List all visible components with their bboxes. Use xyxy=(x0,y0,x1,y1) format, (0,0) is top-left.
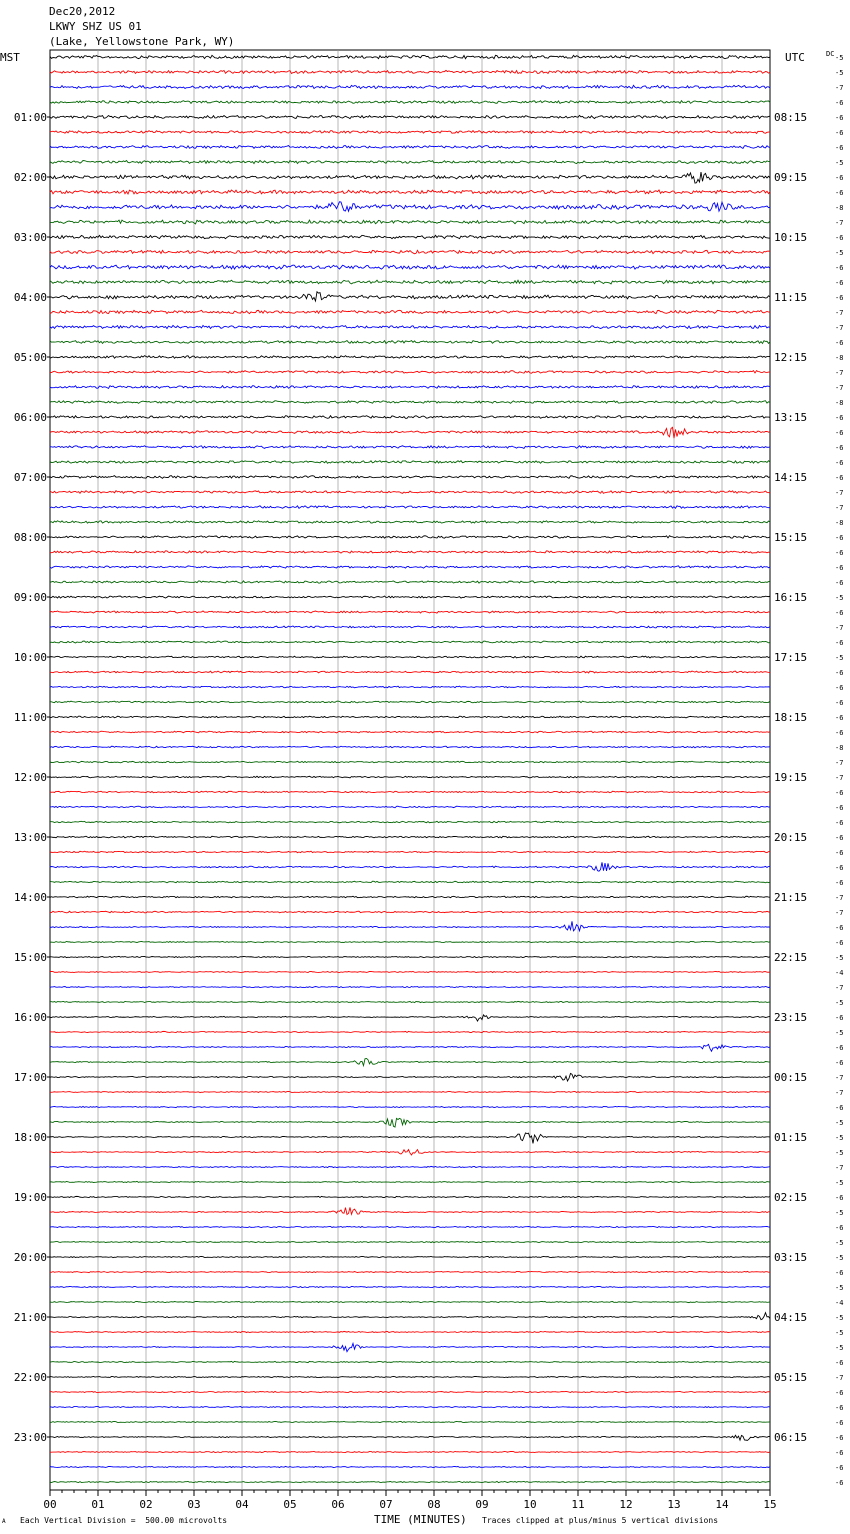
right-hour-label: 23:15 xyxy=(774,1011,808,1024)
dc-offset-label: -8 xyxy=(835,519,844,527)
seismic-trace xyxy=(50,1286,770,1287)
dc-offset-label: -6 xyxy=(835,144,844,152)
dc-offset-label: -6 xyxy=(835,1434,844,1442)
dc-offset-label: -6 xyxy=(835,174,844,182)
seismic-trace xyxy=(50,731,770,733)
x-tick-label: 10 xyxy=(523,1498,537,1511)
dc-offset-label: -6 xyxy=(835,114,844,122)
dc-offset-label: -6 xyxy=(835,639,844,647)
dc-offset-label: -6 xyxy=(835,714,844,722)
x-tick-label: 12 xyxy=(619,1498,633,1511)
dc-offset-label: -6 xyxy=(835,729,844,737)
dc-offset-label: -6 xyxy=(835,609,844,617)
dc-offset-label: -6 xyxy=(835,879,844,887)
x-tick-label: 02 xyxy=(139,1498,153,1511)
dc-offset-label: -5 xyxy=(835,594,844,602)
seismic-trace xyxy=(50,941,770,942)
seismic-trace xyxy=(50,115,770,118)
dc-offset-label: -6 xyxy=(835,234,844,242)
seismic-trace xyxy=(50,1256,770,1257)
dc-offset-label: -6 xyxy=(835,459,844,467)
dc-offset-label: -6 xyxy=(835,264,844,272)
dc-offset-label: -5 xyxy=(835,1254,844,1262)
seismic-trace xyxy=(50,427,770,438)
dc-offset-label: -6 xyxy=(835,1194,844,1202)
seismic-trace xyxy=(50,1331,770,1332)
right-hour-label: 02:15 xyxy=(774,1191,808,1204)
chart-title: LKWY SHZ US 01 xyxy=(49,20,142,33)
dc-offset-label: -5 xyxy=(835,1119,844,1127)
dc-offset-label: -7 xyxy=(835,984,844,992)
seismic-trace xyxy=(50,1196,770,1197)
seismic-trace xyxy=(50,656,770,658)
dc-offset-label: -7 xyxy=(835,1089,844,1097)
seismic-trace xyxy=(50,55,770,58)
left-hour-label: 18:00 xyxy=(13,1131,47,1144)
dc-offset-label: -7 xyxy=(835,1374,844,1382)
right-hour-label: 11:15 xyxy=(774,291,808,304)
seismic-trace xyxy=(50,1133,770,1143)
seismic-trace xyxy=(50,1181,770,1182)
dc-offset-label: -6 xyxy=(835,99,844,107)
right-hour-label: 13:15 xyxy=(774,411,808,424)
x-tick-label: 00 xyxy=(43,1498,57,1511)
x-tick-label: 05 xyxy=(283,1498,297,1511)
seismic-trace xyxy=(50,1435,770,1440)
seismic-trace xyxy=(50,1376,770,1377)
seismic-trace xyxy=(50,371,770,374)
dc-offset-label: -5 xyxy=(835,1179,844,1187)
chart-date: Dec20,2012 xyxy=(49,5,116,18)
x-tick-label: 01 xyxy=(91,1498,105,1511)
x-axis-title: TIME (MINUTES) xyxy=(374,1513,467,1526)
seismic-trace xyxy=(50,1031,770,1032)
seismic-trace xyxy=(50,1226,770,1227)
dc-offset-label: -6 xyxy=(835,939,844,947)
seismic-trace xyxy=(50,581,770,583)
left-hour-label: 02:00 xyxy=(13,171,47,184)
dc-offset-label: -6 xyxy=(835,1464,844,1472)
seismic-trace xyxy=(50,551,770,553)
dc-offset-label: -7 xyxy=(835,624,844,632)
right-hour-label: 21:15 xyxy=(774,891,808,904)
dc-offset-label: -6 xyxy=(835,819,844,827)
x-tick-label: 09 xyxy=(475,1498,489,1511)
x-tick-label: 06 xyxy=(331,1498,345,1511)
dc-offset-label: -7 xyxy=(835,1074,844,1082)
seismic-trace xyxy=(50,641,770,643)
seismic-trace xyxy=(50,310,770,313)
seismic-trace xyxy=(50,911,770,913)
dc-offset-label: -6 xyxy=(835,804,844,812)
left-hour-label: 03:00 xyxy=(13,231,47,244)
right-hour-label: 03:15 xyxy=(774,1251,808,1264)
dc-label: DC xyxy=(826,50,835,58)
dc-offset-label: -5 xyxy=(835,249,844,257)
dc-offset-label: -5 xyxy=(835,159,844,167)
seismic-trace xyxy=(50,746,770,748)
seismic-trace xyxy=(50,791,770,793)
x-tick-label: 08 xyxy=(427,1498,441,1511)
right-hour-label: 00:15 xyxy=(774,1071,808,1084)
dc-offset-label: -6 xyxy=(835,534,844,542)
seismic-trace xyxy=(50,1001,770,1002)
station-location: (Lake, Yellowstone Park, WY) xyxy=(49,35,235,48)
left-hour-label: 22:00 xyxy=(13,1371,47,1384)
dc-offset-label: -5 xyxy=(835,999,844,1007)
seismic-trace xyxy=(50,1343,770,1351)
dc-offset-label: -4 xyxy=(835,1299,844,1307)
seismic-trace xyxy=(50,292,770,301)
seismic-trace xyxy=(50,1406,770,1407)
left-hour-label: 15:00 xyxy=(13,951,47,964)
dc-offset-label: -6 xyxy=(835,579,844,587)
right-hour-label: 08:15 xyxy=(774,111,808,124)
right-hour-label: 18:15 xyxy=(774,711,808,724)
seismic-trace xyxy=(50,836,770,838)
dc-offset-label: -5 xyxy=(835,1029,844,1037)
seismic-trace xyxy=(50,986,770,987)
x-tick-label: 13 xyxy=(667,1498,681,1511)
seismic-trace xyxy=(50,70,770,73)
seismic-trace xyxy=(50,131,770,134)
dc-offset-label: -5 xyxy=(835,1344,844,1352)
dc-offset-label: -5 xyxy=(835,54,844,62)
dc-offset-label: -7 xyxy=(835,309,844,317)
dc-offset-label: -8 xyxy=(835,204,844,212)
right-hour-label: 20:15 xyxy=(774,831,808,844)
left-hour-label: 08:00 xyxy=(13,531,47,544)
dc-offset-label: -8 xyxy=(835,399,844,407)
left-hour-label: 16:00 xyxy=(13,1011,47,1024)
seismic-trace xyxy=(50,776,770,778)
seismic-trace xyxy=(50,461,770,464)
left-hour-label: 11:00 xyxy=(13,711,47,724)
x-tick-label: 07 xyxy=(379,1498,393,1511)
dc-offset-label: -4 xyxy=(835,969,844,977)
seismic-trace xyxy=(50,1015,770,1021)
dc-offset-label: -6 xyxy=(835,924,844,932)
dc-offset-label: -6 xyxy=(835,1014,844,1022)
seismic-trace xyxy=(50,566,770,568)
vertical-scale-note: Each Vertical Division = 500.00 microvolts xyxy=(20,1516,228,1525)
seismic-trace xyxy=(50,1166,770,1167)
seismic-trace xyxy=(50,1058,770,1065)
clip-note: Traces clipped at plus/minus 5 vertical divisions xyxy=(482,1516,719,1525)
dc-offset-label: -7 xyxy=(835,384,844,392)
dc-offset-label: -6 xyxy=(835,684,844,692)
seismic-trace xyxy=(50,506,770,509)
x-tick-label: 15 xyxy=(763,1498,777,1511)
dc-offset-label: -6 xyxy=(835,414,844,422)
dc-offset-label: -6 xyxy=(835,849,844,857)
right-hour-label: 22:15 xyxy=(774,951,808,964)
left-hour-label: 14:00 xyxy=(13,891,47,904)
right-timezone-label: UTC xyxy=(785,51,805,64)
seismic-trace xyxy=(50,896,770,898)
seismic-trace xyxy=(50,671,770,673)
right-hour-label: 06:15 xyxy=(774,1431,808,1444)
seismic-trace xyxy=(50,626,770,628)
right-hour-label: 15:15 xyxy=(774,531,808,544)
seismic-trace xyxy=(50,1241,770,1242)
seismic-trace xyxy=(50,220,770,224)
dc-offset-label: -7 xyxy=(835,504,844,512)
right-hour-label: 16:15 xyxy=(774,591,808,604)
x-tick-label: 04 xyxy=(235,1498,249,1511)
seismic-trace xyxy=(50,101,770,104)
seismic-trace xyxy=(50,1391,770,1392)
seismic-trace xyxy=(50,1451,770,1452)
seismic-trace xyxy=(50,172,770,183)
seismic-trace xyxy=(50,190,770,194)
left-hour-label: 06:00 xyxy=(13,411,47,424)
dc-offset-label: -6 xyxy=(835,474,844,482)
left-hour-label: 12:00 xyxy=(13,771,47,784)
dc-offset-label: -5 xyxy=(835,1149,844,1157)
seismic-trace xyxy=(50,701,770,703)
seismic-trace xyxy=(50,491,770,494)
left-hour-label: 07:00 xyxy=(13,471,47,484)
dc-offset-label: -5 xyxy=(835,1209,844,1217)
dc-offset-label: -6 xyxy=(835,699,844,707)
left-hour-label: 10:00 xyxy=(13,651,47,664)
seismic-trace xyxy=(50,250,770,253)
left-hour-label: 09:00 xyxy=(13,591,47,604)
right-hour-label: 17:15 xyxy=(774,651,808,664)
seismic-trace xyxy=(50,716,770,718)
x-tick-label: 03 xyxy=(187,1498,201,1511)
left-hour-label: 04:00 xyxy=(13,291,47,304)
right-hour-label: 12:15 xyxy=(774,351,808,364)
seismic-trace xyxy=(50,921,770,931)
dc-offset-label: -6 xyxy=(835,1044,844,1052)
dc-offset-label: -7 xyxy=(835,219,844,227)
seismic-trace xyxy=(50,761,770,763)
right-hour-label: 09:15 xyxy=(774,171,808,184)
dc-offset-label: -5 xyxy=(835,1314,844,1322)
seismic-trace xyxy=(50,821,770,823)
seismic-trace xyxy=(50,1106,770,1107)
dc-offset-label: -7 xyxy=(835,369,844,377)
seismic-trace xyxy=(50,1091,770,1092)
dc-offset-label: -6 xyxy=(835,1269,844,1277)
seismic-trace xyxy=(50,401,770,404)
seismic-trace xyxy=(50,536,770,538)
right-hour-label: 05:15 xyxy=(774,1371,808,1384)
dc-offset-label: -6 xyxy=(835,1059,844,1067)
seismic-trace xyxy=(50,862,770,871)
seismic-trace xyxy=(50,1301,770,1302)
dc-offset-label: -7 xyxy=(835,774,844,782)
left-hour-label: 05:00 xyxy=(13,351,47,364)
dc-offset-label: -6 xyxy=(835,1104,844,1112)
right-hour-label: 14:15 xyxy=(774,471,808,484)
dc-offset-label: -5 xyxy=(835,69,844,77)
dc-offset-label: -6 xyxy=(835,294,844,302)
dc-offset-label: -6 xyxy=(835,429,844,437)
dc-offset-label: -5 xyxy=(835,1239,844,1247)
dc-offset-label: -6 xyxy=(835,1419,844,1427)
seismic-trace xyxy=(50,85,770,88)
dc-offset-label: -6 xyxy=(835,669,844,677)
dc-offset-label: -7 xyxy=(835,1164,844,1172)
dc-offset-label: -7 xyxy=(835,894,844,902)
seismic-trace xyxy=(50,596,770,598)
seismic-trace xyxy=(50,356,770,359)
dc-offset-label: -5 xyxy=(835,1329,844,1337)
dc-offset-label: -7 xyxy=(835,759,844,767)
dc-offset-label: -7 xyxy=(835,909,844,917)
seismic-trace xyxy=(50,1150,770,1155)
corner-mark: A xyxy=(2,1518,6,1525)
seismic-trace xyxy=(50,386,770,389)
seismic-trace xyxy=(50,956,770,957)
seismic-trace xyxy=(50,521,770,523)
dc-offset-label: -6 xyxy=(835,864,844,872)
dc-offset-label: -6 xyxy=(835,189,844,197)
dc-offset-label: -6 xyxy=(835,789,844,797)
dc-offset-label: -6 xyxy=(835,129,844,137)
x-tick-label: 11 xyxy=(571,1498,585,1511)
dc-offset-label: -7 xyxy=(835,489,844,497)
seismic-trace xyxy=(50,1073,770,1081)
dc-offset-label: -6 xyxy=(835,1224,844,1232)
dc-offset-label: -6 xyxy=(835,564,844,572)
right-hour-label: 19:15 xyxy=(774,771,808,784)
left-hour-label: 21:00 xyxy=(13,1311,47,1324)
seismic-trace xyxy=(50,160,770,163)
seismic-trace xyxy=(50,1421,770,1422)
right-hour-label: 10:15 xyxy=(774,231,808,244)
left-hour-label: 20:00 xyxy=(13,1251,47,1264)
right-hour-label: 04:15 xyxy=(774,1311,808,1324)
seismic-trace xyxy=(50,476,770,479)
seismic-trace xyxy=(50,1118,770,1127)
dc-offset-label: -5 xyxy=(835,1134,844,1142)
seismic-trace xyxy=(50,686,770,688)
dc-offset-label: -6 xyxy=(835,1389,844,1397)
dc-offset-label: -6 xyxy=(835,549,844,557)
dc-offset-label: -8 xyxy=(835,354,844,362)
dc-offset-label: -6 xyxy=(835,444,844,452)
dc-offset-label: -5 xyxy=(835,954,844,962)
seismic-trace xyxy=(50,881,770,883)
seismic-trace xyxy=(50,1313,770,1320)
seismic-trace xyxy=(50,280,770,284)
left-timezone-label: MST xyxy=(0,51,20,64)
dc-offset-label: -6 xyxy=(835,1449,844,1457)
dc-offset-label: -5 xyxy=(835,654,844,662)
left-hour-label: 01:00 xyxy=(13,111,47,124)
seismic-trace xyxy=(50,202,770,212)
dc-offset-label: -7 xyxy=(835,324,844,332)
dc-offset-label: -6 xyxy=(835,279,844,287)
seismic-trace xyxy=(50,1044,770,1051)
seismic-trace xyxy=(50,446,770,449)
seismic-trace xyxy=(50,611,770,613)
left-hour-label: 19:00 xyxy=(13,1191,47,1204)
dc-offset-label: -6 xyxy=(835,339,844,347)
left-hour-label: 13:00 xyxy=(13,831,47,844)
seismic-trace xyxy=(50,1207,770,1214)
seismic-trace xyxy=(50,325,770,328)
dc-offset-label: -6 xyxy=(835,834,844,842)
seismic-trace xyxy=(50,971,770,972)
seismic-trace xyxy=(50,806,770,808)
seismic-trace xyxy=(50,235,770,238)
seismic-trace xyxy=(50,1271,770,1272)
left-hour-label: 17:00 xyxy=(13,1071,47,1084)
seismic-trace xyxy=(50,265,770,269)
seismic-trace xyxy=(50,146,770,149)
left-hour-label: 23:00 xyxy=(13,1431,47,1444)
seismic-trace xyxy=(50,416,770,419)
dc-offset-label: -6 xyxy=(835,1404,844,1412)
dc-offset-label: -6 xyxy=(835,1479,844,1487)
x-tick-label: 14 xyxy=(715,1498,729,1511)
dc-offset-label: -7 xyxy=(835,84,844,92)
dc-offset-label: -6 xyxy=(835,1359,844,1367)
seismic-trace xyxy=(50,1361,770,1362)
dc-offset-label: -8 xyxy=(835,744,844,752)
right-hour-label: 01:15 xyxy=(774,1131,808,1144)
seismic-trace xyxy=(50,341,770,344)
dc-offset-label: -5 xyxy=(835,1284,844,1292)
seismic-trace xyxy=(50,1481,770,1482)
seismic-trace xyxy=(50,851,770,852)
seismic-trace xyxy=(50,1466,770,1467)
